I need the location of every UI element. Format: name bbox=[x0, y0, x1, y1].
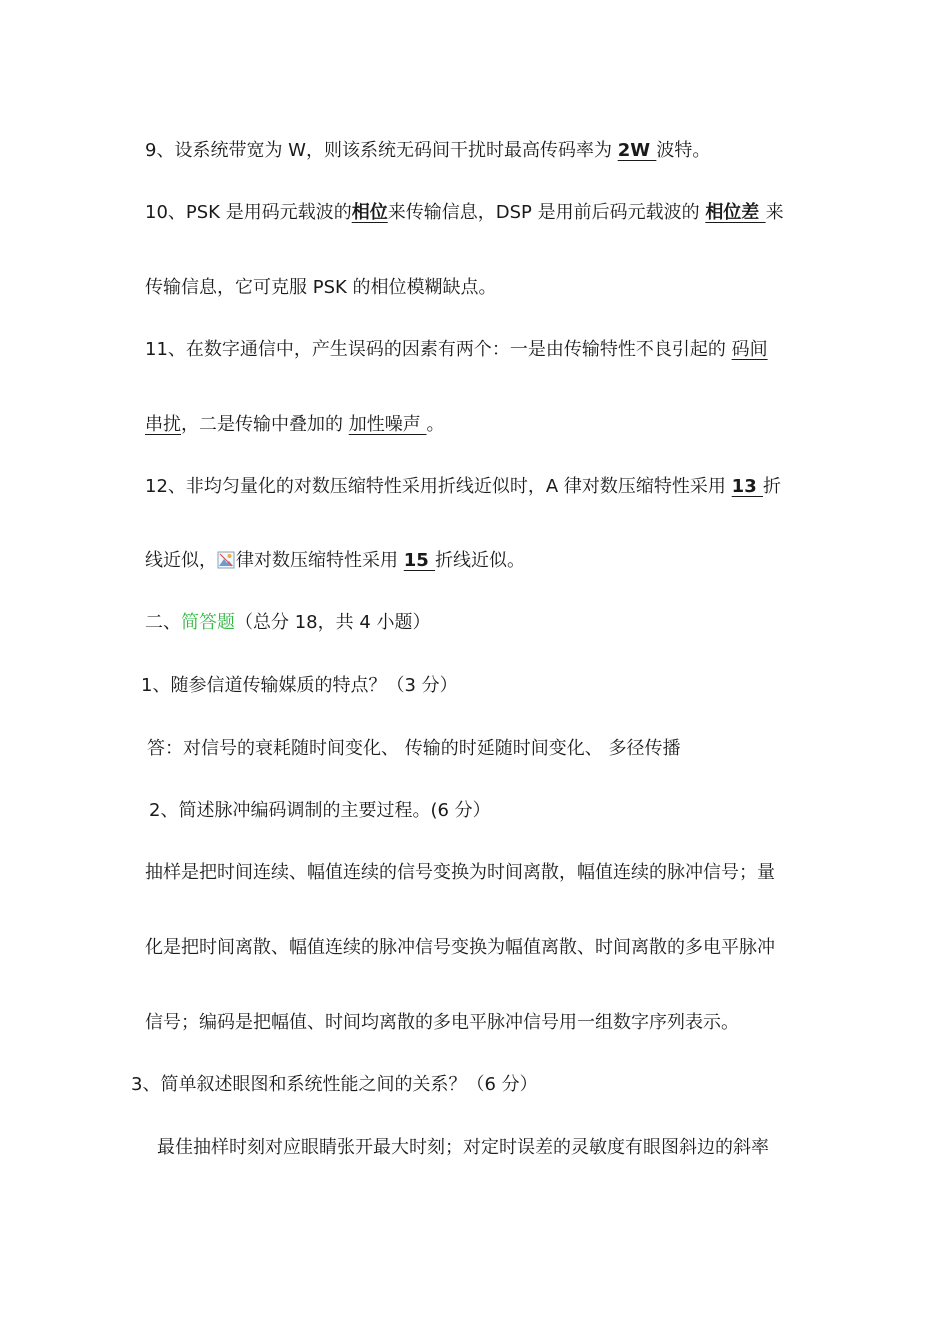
section2-prefix: 二、 bbox=[145, 612, 181, 633]
q10-text1: 10、PSK 是用码元载波的 bbox=[145, 202, 352, 223]
q12-answer2: 15 bbox=[403, 550, 436, 571]
section2-heading bbox=[145, 611, 431, 635]
q11-line2 bbox=[145, 413, 444, 437]
q12-line2-c: 折线近似。 bbox=[435, 550, 526, 571]
sa2-answer-line1-text: 抽样是把时间连续、幅值连续的信号变换为时间离散，幅值连续的脉冲信号；量 bbox=[145, 862, 775, 883]
q12-answer1: 13 bbox=[731, 476, 763, 497]
sa1-answer-text: 答：对信号的衰耗随时间变化、 传输的时延随时间变化、 多径传播 bbox=[147, 738, 681, 759]
q10-answer1: 相位 bbox=[351, 202, 388, 223]
q12-line2-b: 律对数压缩特性采用 bbox=[236, 550, 404, 571]
section2-note: （总分 18，共 4 小题） bbox=[235, 612, 431, 633]
q12-text2: 折 bbox=[763, 476, 781, 497]
broken-image-icon bbox=[217, 551, 235, 569]
q11-answer2: 加性噪声 bbox=[348, 414, 427, 435]
q10-line2 bbox=[145, 276, 497, 300]
q11-text2: ，二是传输中叠加的 bbox=[181, 414, 349, 435]
sa2-question bbox=[149, 799, 491, 823]
section2-title: 简答题 bbox=[181, 612, 235, 633]
sa1-answer bbox=[147, 737, 680, 761]
q12-line1 bbox=[145, 475, 781, 499]
q11-answer1-part1: 码间 bbox=[731, 339, 768, 360]
sa2-question-text: 2、简述脉冲编码调制的主要过程。(6 分） bbox=[149, 800, 491, 821]
q11-line1 bbox=[145, 338, 768, 362]
sa2-answer-line1 bbox=[145, 861, 775, 885]
q11-text3: 。 bbox=[426, 414, 445, 435]
sa3-question bbox=[131, 1073, 538, 1097]
q10-answer2: 相位差 bbox=[705, 202, 766, 223]
q9-text: 9、设系统带宽为 W，则该系统无码间干扰时最高传码率为 bbox=[145, 140, 618, 161]
sa2-answer-line3 bbox=[145, 1011, 739, 1035]
q10-text3: 来 bbox=[765, 202, 784, 223]
sa2-answer-line2-text: 化是把时间离散、幅值连续的脉冲信号变换为幅值离散、时间离散的多电平脉冲 bbox=[145, 937, 775, 958]
sa3-answer-line1-text: 最佳抽样时刻对应眼睛张开最大时刻；对定时误差的灵敏度有眼图斜边的斜率 bbox=[157, 1137, 769, 1158]
sa3-answer-line1 bbox=[157, 1136, 769, 1160]
q10-line1 bbox=[145, 201, 784, 225]
q12-line2-a: 线近似， bbox=[145, 550, 217, 571]
q11-text1: 11、在数字通信中，产生误码的因素有两个：一是由传输特性不良引起的 bbox=[145, 339, 732, 360]
q10-line2-text: 传输信息，它可克服 PSK 的相位模糊缺点。 bbox=[145, 277, 497, 298]
sa2-answer-line2 bbox=[145, 936, 775, 960]
q12-text1: 12、非均匀量化的对数压缩特性采用折线近似时，A 律对数压缩特性采用 bbox=[145, 476, 732, 497]
q9-line bbox=[145, 139, 710, 163]
sa1-question bbox=[141, 674, 458, 698]
q11-answer1-part2: 串扰 bbox=[145, 414, 181, 435]
q9-answer: 2W bbox=[617, 140, 657, 161]
q10-text2: 来传输信息，DSP 是用前后码元载波的 bbox=[387, 202, 706, 223]
sa2-answer-line3-text: 信号；编码是把幅值、时间均离散的多电平脉冲信号用一组数字序列表示。 bbox=[145, 1012, 739, 1033]
sa1-question-text: 1、随参信道传输媒质的特点？（3 分） bbox=[141, 675, 458, 696]
q9-suffix: 波特。 bbox=[656, 140, 711, 161]
sa3-question-text: 3、简单叙述眼图和系统性能之间的关系？（6 分） bbox=[131, 1074, 538, 1095]
q12-line2 bbox=[145, 549, 525, 573]
